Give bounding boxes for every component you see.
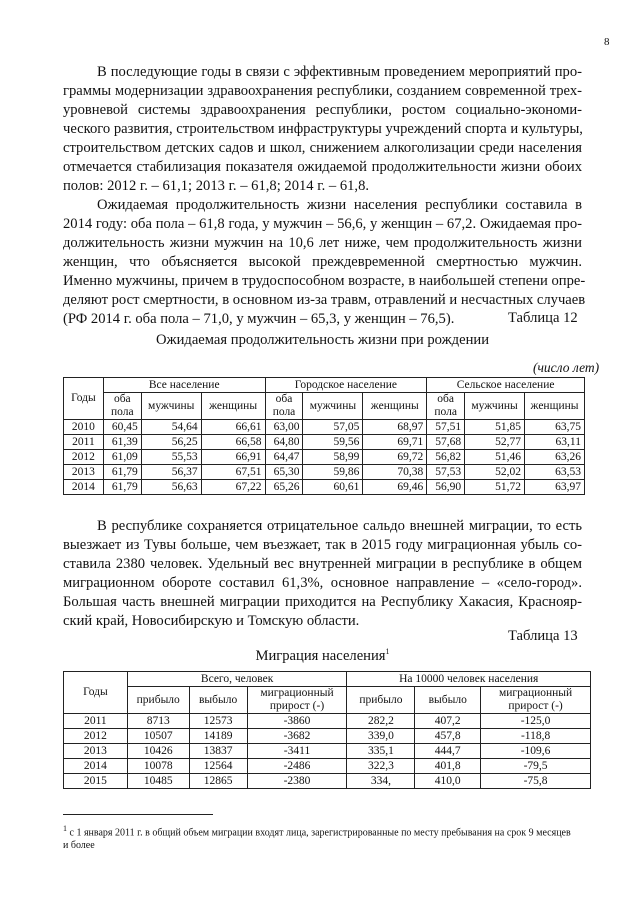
header-left: выбыло bbox=[189, 687, 247, 714]
table-cell: 57,53 bbox=[427, 465, 465, 480]
header-both-sexes: оба пола bbox=[103, 393, 141, 420]
header-years: Годы bbox=[64, 378, 104, 420]
text-line: должительность жизни мужчин на 10,6 лет ниже, чем продолжительность жизни bbox=[63, 235, 582, 251]
table-cell: 67,22 bbox=[201, 480, 265, 495]
header-left: выбыло bbox=[415, 687, 481, 714]
table-cell: -2486 bbox=[247, 759, 347, 774]
table-cell: 51,72 bbox=[465, 480, 525, 495]
text-line: Большая часть внешней миграции приходится на Республику Хакасия, Краснояр- bbox=[63, 594, 582, 610]
table-cell: 12573 bbox=[189, 714, 247, 729]
text-line: миграционном обороте составил 61,3%, основное направление – «село-город». bbox=[63, 575, 582, 591]
footnote bbox=[63, 822, 582, 852]
table-cell: 57,68 bbox=[427, 435, 465, 450]
table-cell: -118,8 bbox=[481, 729, 591, 744]
table-cell: 64,80 bbox=[265, 435, 303, 450]
table-cell: 401,8 bbox=[415, 759, 481, 774]
table-cell: 335,1 bbox=[347, 744, 415, 759]
table-cell: 282,2 bbox=[347, 714, 415, 729]
table-cell: 444,7 bbox=[415, 744, 481, 759]
table-cell: 10426 bbox=[127, 744, 189, 759]
table-cell: -109,6 bbox=[481, 744, 591, 759]
table-cell: 12564 bbox=[189, 759, 247, 774]
header-group-total: Всего, человек bbox=[127, 672, 347, 687]
text-line: 2014 году: оба пола – 61,8 года, у мужчин – 56,6, у женщин – 67,2. Ожидаемая про- bbox=[63, 216, 582, 232]
table-cell: 55,53 bbox=[141, 450, 201, 465]
text-line: деляют рост смертности, в основном из-за травм, отравлений и несчастных случаев bbox=[63, 292, 586, 308]
table-cell: 64,47 bbox=[265, 450, 303, 465]
footnote-mark: 1 bbox=[63, 824, 67, 833]
table-cell: 10485 bbox=[127, 774, 189, 789]
table-row bbox=[64, 759, 591, 774]
table-cell: 68,97 bbox=[363, 420, 427, 435]
header-arrived: прибыло bbox=[347, 687, 415, 714]
table-cell: 63,26 bbox=[525, 450, 585, 465]
table13-caption: Таблица 13 bbox=[508, 628, 578, 644]
header-women: женщины bbox=[363, 393, 427, 420]
table-cell: 12865 bbox=[189, 774, 247, 789]
table-cell: 10078 bbox=[127, 759, 189, 774]
table-cell: 59,56 bbox=[303, 435, 363, 450]
header-group-per-10000: На 10000 человек населения bbox=[347, 672, 591, 687]
header-both-sexes: оба пола bbox=[265, 393, 303, 420]
table-cell: 334, bbox=[347, 774, 415, 789]
table-row bbox=[64, 774, 591, 789]
table-cell: 52,77 bbox=[465, 435, 525, 450]
table12-title: Ожидаемая продолжительность жизни при рождении bbox=[155, 332, 490, 348]
header-group-all: Все население bbox=[103, 378, 265, 393]
table-row bbox=[64, 420, 585, 435]
cell-year: 2011 bbox=[64, 714, 128, 729]
table-row bbox=[64, 714, 591, 729]
table-cell: 59,86 bbox=[303, 465, 363, 480]
text-line: уровневой системы здравоохранения республики, ростом социально-экономи- bbox=[63, 102, 582, 118]
cell-year: 2011 bbox=[64, 435, 104, 450]
table-cell: 65,26 bbox=[265, 480, 303, 495]
table-cell: 51,46 bbox=[465, 450, 525, 465]
table-cell: 58,99 bbox=[303, 450, 363, 465]
header-group-rural: Сельское население bbox=[427, 378, 585, 393]
table-cell: 66,58 bbox=[201, 435, 265, 450]
header-women: женщины bbox=[525, 393, 585, 420]
table12-life-expectancy bbox=[63, 377, 585, 495]
table-cell: 60,45 bbox=[103, 420, 141, 435]
table-cell: 56,63 bbox=[141, 480, 201, 495]
table-cell: 457,8 bbox=[415, 729, 481, 744]
table12-units: (число лет) bbox=[533, 360, 600, 375]
header-men: мужчины bbox=[465, 393, 525, 420]
table-cell: 63,00 bbox=[265, 420, 303, 435]
header-group-urban: Городское население bbox=[265, 378, 427, 393]
table-cell: 10507 bbox=[127, 729, 189, 744]
table-cell: 56,90 bbox=[427, 480, 465, 495]
table-cell: 67,51 bbox=[201, 465, 265, 480]
table-cell: 63,97 bbox=[525, 480, 585, 495]
table-cell: -125,0 bbox=[481, 714, 591, 729]
cell-year: 2012 bbox=[64, 729, 128, 744]
table-cell: 51,85 bbox=[465, 420, 525, 435]
table-cell: 61,39 bbox=[103, 435, 141, 450]
cell-year: 2014 bbox=[64, 759, 128, 774]
table-cell: 57,51 bbox=[427, 420, 465, 435]
cell-year: 2014 bbox=[64, 480, 104, 495]
text-line: отмечается стабилизация показателя ожидаемой продолжительности жизни обоих bbox=[63, 159, 582, 175]
paragraph-migration bbox=[63, 517, 582, 631]
table-cell: -75,8 bbox=[481, 774, 591, 789]
cell-year: 2013 bbox=[64, 744, 128, 759]
text-line: Ожидаемая продолжительность жизни населения республики составила в bbox=[97, 197, 582, 213]
table-cell: 56,82 bbox=[427, 450, 465, 465]
text-line: женщин, что объясняется высокой преждевременной смертностью мужчин. bbox=[63, 254, 582, 270]
header-men: мужчины bbox=[141, 393, 201, 420]
text-line: В последующие годы в связи с эффективным проведением мероприятий про- bbox=[97, 64, 582, 80]
text-line: ческого развития, строительством инфраструктуры учреждений спорта и культуры, bbox=[63, 121, 583, 137]
table-cell: 60,61 bbox=[303, 480, 363, 495]
header-arrived: прибыло bbox=[127, 687, 189, 714]
table-cell: 52,02 bbox=[465, 465, 525, 480]
header-women: женщины bbox=[201, 393, 265, 420]
table-row bbox=[64, 480, 585, 495]
header-growth: миграционный прирост (-) bbox=[247, 687, 347, 714]
footnote-separator bbox=[63, 814, 213, 815]
table-cell: 54,64 bbox=[141, 420, 201, 435]
header-both-sexes: оба пола bbox=[427, 393, 465, 420]
table-row bbox=[64, 450, 585, 465]
text-line: (РФ 2014 г. оба пола – 71,0, у мужчин – 65,3, у женщин – 76,5). bbox=[63, 311, 455, 327]
text-line: ский край, Новосибирскую и Томскую области. bbox=[63, 613, 360, 629]
table-cell: 69,71 bbox=[363, 435, 427, 450]
table-cell: 407,2 bbox=[415, 714, 481, 729]
text-line: полов: 2012 г. – 61,1; 2013 г. – 61,8; 2014 г. – 61,8. bbox=[63, 178, 370, 194]
text-line: строительством детских садов и школ, снижением алкоголизации среди населения bbox=[63, 140, 582, 156]
table-cell: 65,30 bbox=[265, 465, 303, 480]
table-cell: 61,79 bbox=[103, 480, 141, 495]
table-cell: 61,09 bbox=[103, 450, 141, 465]
header-growth: миграционный прирост (-) bbox=[481, 687, 591, 714]
table-cell: 66,61 bbox=[201, 420, 265, 435]
table-cell: 66,91 bbox=[201, 450, 265, 465]
header-years: Годы bbox=[64, 672, 128, 714]
table-cell: 322,3 bbox=[347, 759, 415, 774]
table-row bbox=[64, 435, 585, 450]
text-line: В республике сохраняется отрицательное сальдо внешней миграции, то есть bbox=[97, 518, 582, 534]
text-line: граммы модернизации здравоохранения республики, созданием современной трех- bbox=[63, 83, 582, 99]
cell-year: 2015 bbox=[64, 774, 128, 789]
text-line: ставила 2380 человек. Удельный вес внутренней миграции в республике в общем bbox=[63, 556, 582, 572]
paragraph-life-expectancy-trend bbox=[63, 63, 582, 196]
page-number: 8 bbox=[604, 36, 610, 48]
table-cell: 63,75 bbox=[525, 420, 585, 435]
cell-year: 2013 bbox=[64, 465, 104, 480]
table-cell: 14189 bbox=[189, 729, 247, 744]
table-cell: 8713 bbox=[127, 714, 189, 729]
text-line: выезжает из Тувы больше, чем въезжает, так в 2015 году миграционная убыль со- bbox=[63, 537, 582, 553]
table-cell: 13837 bbox=[189, 744, 247, 759]
table-cell: 410,0 bbox=[415, 774, 481, 789]
table-cell: -79,5 bbox=[481, 759, 591, 774]
table-cell: -3682 bbox=[247, 729, 347, 744]
table-cell: 61,79 bbox=[103, 465, 141, 480]
table-cell: 69,46 bbox=[363, 480, 427, 495]
text-line: Именно мужчины, причем в трудоспособном возрасте, в наибольшей степени опре- bbox=[63, 273, 586, 289]
table-row bbox=[64, 729, 591, 744]
table-cell: 57,05 bbox=[303, 420, 363, 435]
table-cell: 69,72 bbox=[363, 450, 427, 465]
table-cell: 70,38 bbox=[363, 465, 427, 480]
table13-migration bbox=[63, 671, 591, 789]
table-cell: -3411 bbox=[247, 744, 347, 759]
cell-year: 2012 bbox=[64, 450, 104, 465]
table-row bbox=[64, 744, 591, 759]
cell-year: 2010 bbox=[64, 420, 104, 435]
table-cell: 56,37 bbox=[141, 465, 201, 480]
table13-title: Миграция населения$^1$ bbox=[255, 647, 390, 664]
header-men: мужчины bbox=[303, 393, 363, 420]
table-cell: 63,11 bbox=[525, 435, 585, 450]
table-cell: 56,25 bbox=[141, 435, 201, 450]
paragraph-life-expectancy-2014 bbox=[63, 196, 586, 329]
table-cell: 339,0 bbox=[347, 729, 415, 744]
footnote-line: с 1 января 2011 г. в общий объем миграции входят лица, зарегистрированные по месту пребывания на срок 9 месяцев bbox=[69, 827, 571, 839]
table-cell: 63,53 bbox=[525, 465, 585, 480]
table-cell: -3860 bbox=[247, 714, 347, 729]
footnote-line: и более bbox=[63, 840, 95, 852]
table-cell: -2380 bbox=[247, 774, 347, 789]
table-row bbox=[64, 465, 585, 480]
table12-caption: Таблица 12 bbox=[508, 310, 578, 326]
